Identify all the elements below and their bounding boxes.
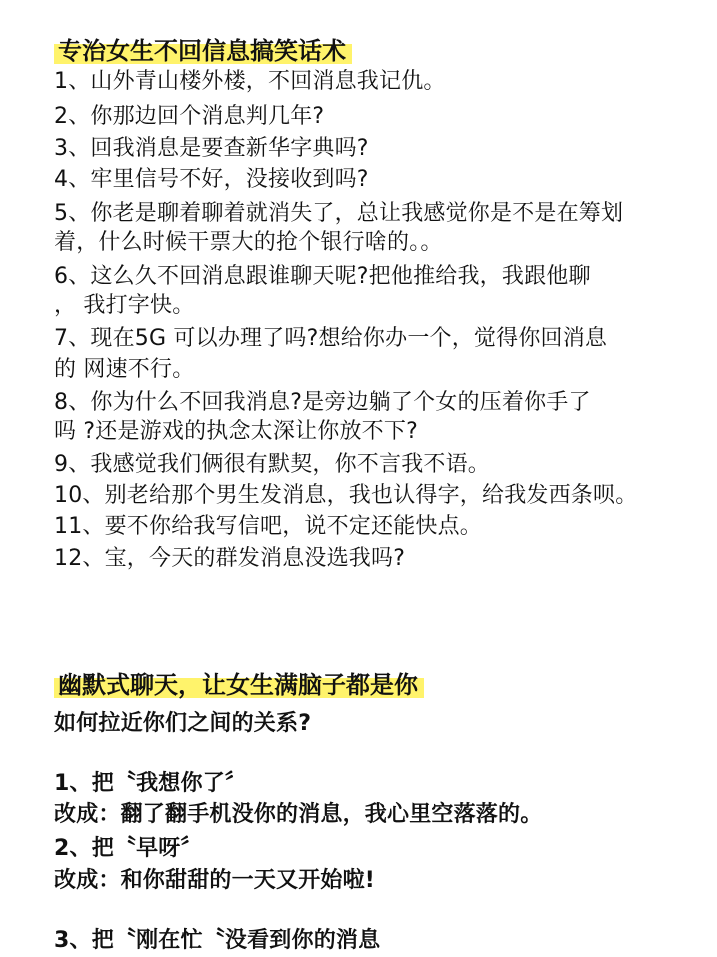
list-item: 着，什么时候干票大的抢个银行啥的。。 — [54, 230, 443, 255]
list-item: 11、要不你给我写信吧，说不定还能快点。 — [54, 514, 482, 539]
list-item: 9、我感觉我们俩很有默契，你不言我不语。 — [54, 452, 490, 477]
list-item: 改成：翻了翻手机没你的消息，我心里空落落的。 — [54, 802, 543, 827]
list-item: 7、现在5G 可以办理了吗?想给你办一个，觉得你回消息 — [54, 326, 608, 351]
list-item: 吗 ?还是游戏的执念太深让你放不下? — [54, 419, 418, 444]
list-item: 10、别老给那个男生发消息，我也认得字，给我发西条呗。 — [54, 483, 638, 508]
list-item: 3、把〝刚在忙〝没看到你的消息 — [54, 928, 381, 953]
list-item: 12、宝，今天的群发消息没选我吗? — [54, 546, 406, 571]
list-item: 1、把〝我想你了〞 — [54, 771, 248, 796]
section2-heading: 幽默式聊天，让女生满脑子都是你 — [54, 668, 424, 702]
list-item: 2、把〝早呀〞 — [54, 836, 203, 861]
list-item: 2、你那边回个消息判几年? — [54, 104, 325, 129]
list-item: 5、你老是聊着聊着就消失了，总让我感觉你是不是在筹划 — [54, 201, 624, 226]
list-item: 6、这么久不回消息跟谁聊天呢?把他推给我，我跟他聊 — [54, 264, 591, 289]
list-item: 3、回我消息是要查新华字典吗? — [54, 136, 369, 161]
list-item: 8、你为什么不回我消息?是旁边躺了个女的压着你手了 — [54, 390, 591, 415]
list-item: 4、牢里信号不好，没接收到吗? — [54, 167, 369, 192]
list-item: 的 网速不行。 — [54, 357, 195, 382]
section2-intro: 如何拉近你们之间的关系? — [54, 711, 312, 736]
list-item: 改成：和你甜甜的一天又开始啦! — [54, 868, 376, 893]
list-item: 1、山外青山楼外楼，不回消息我记仇。 — [54, 69, 446, 94]
section1-heading: 专治女生不回信息搞笑话术 — [54, 34, 352, 68]
list-item: ， 我打字快。 — [54, 293, 195, 318]
